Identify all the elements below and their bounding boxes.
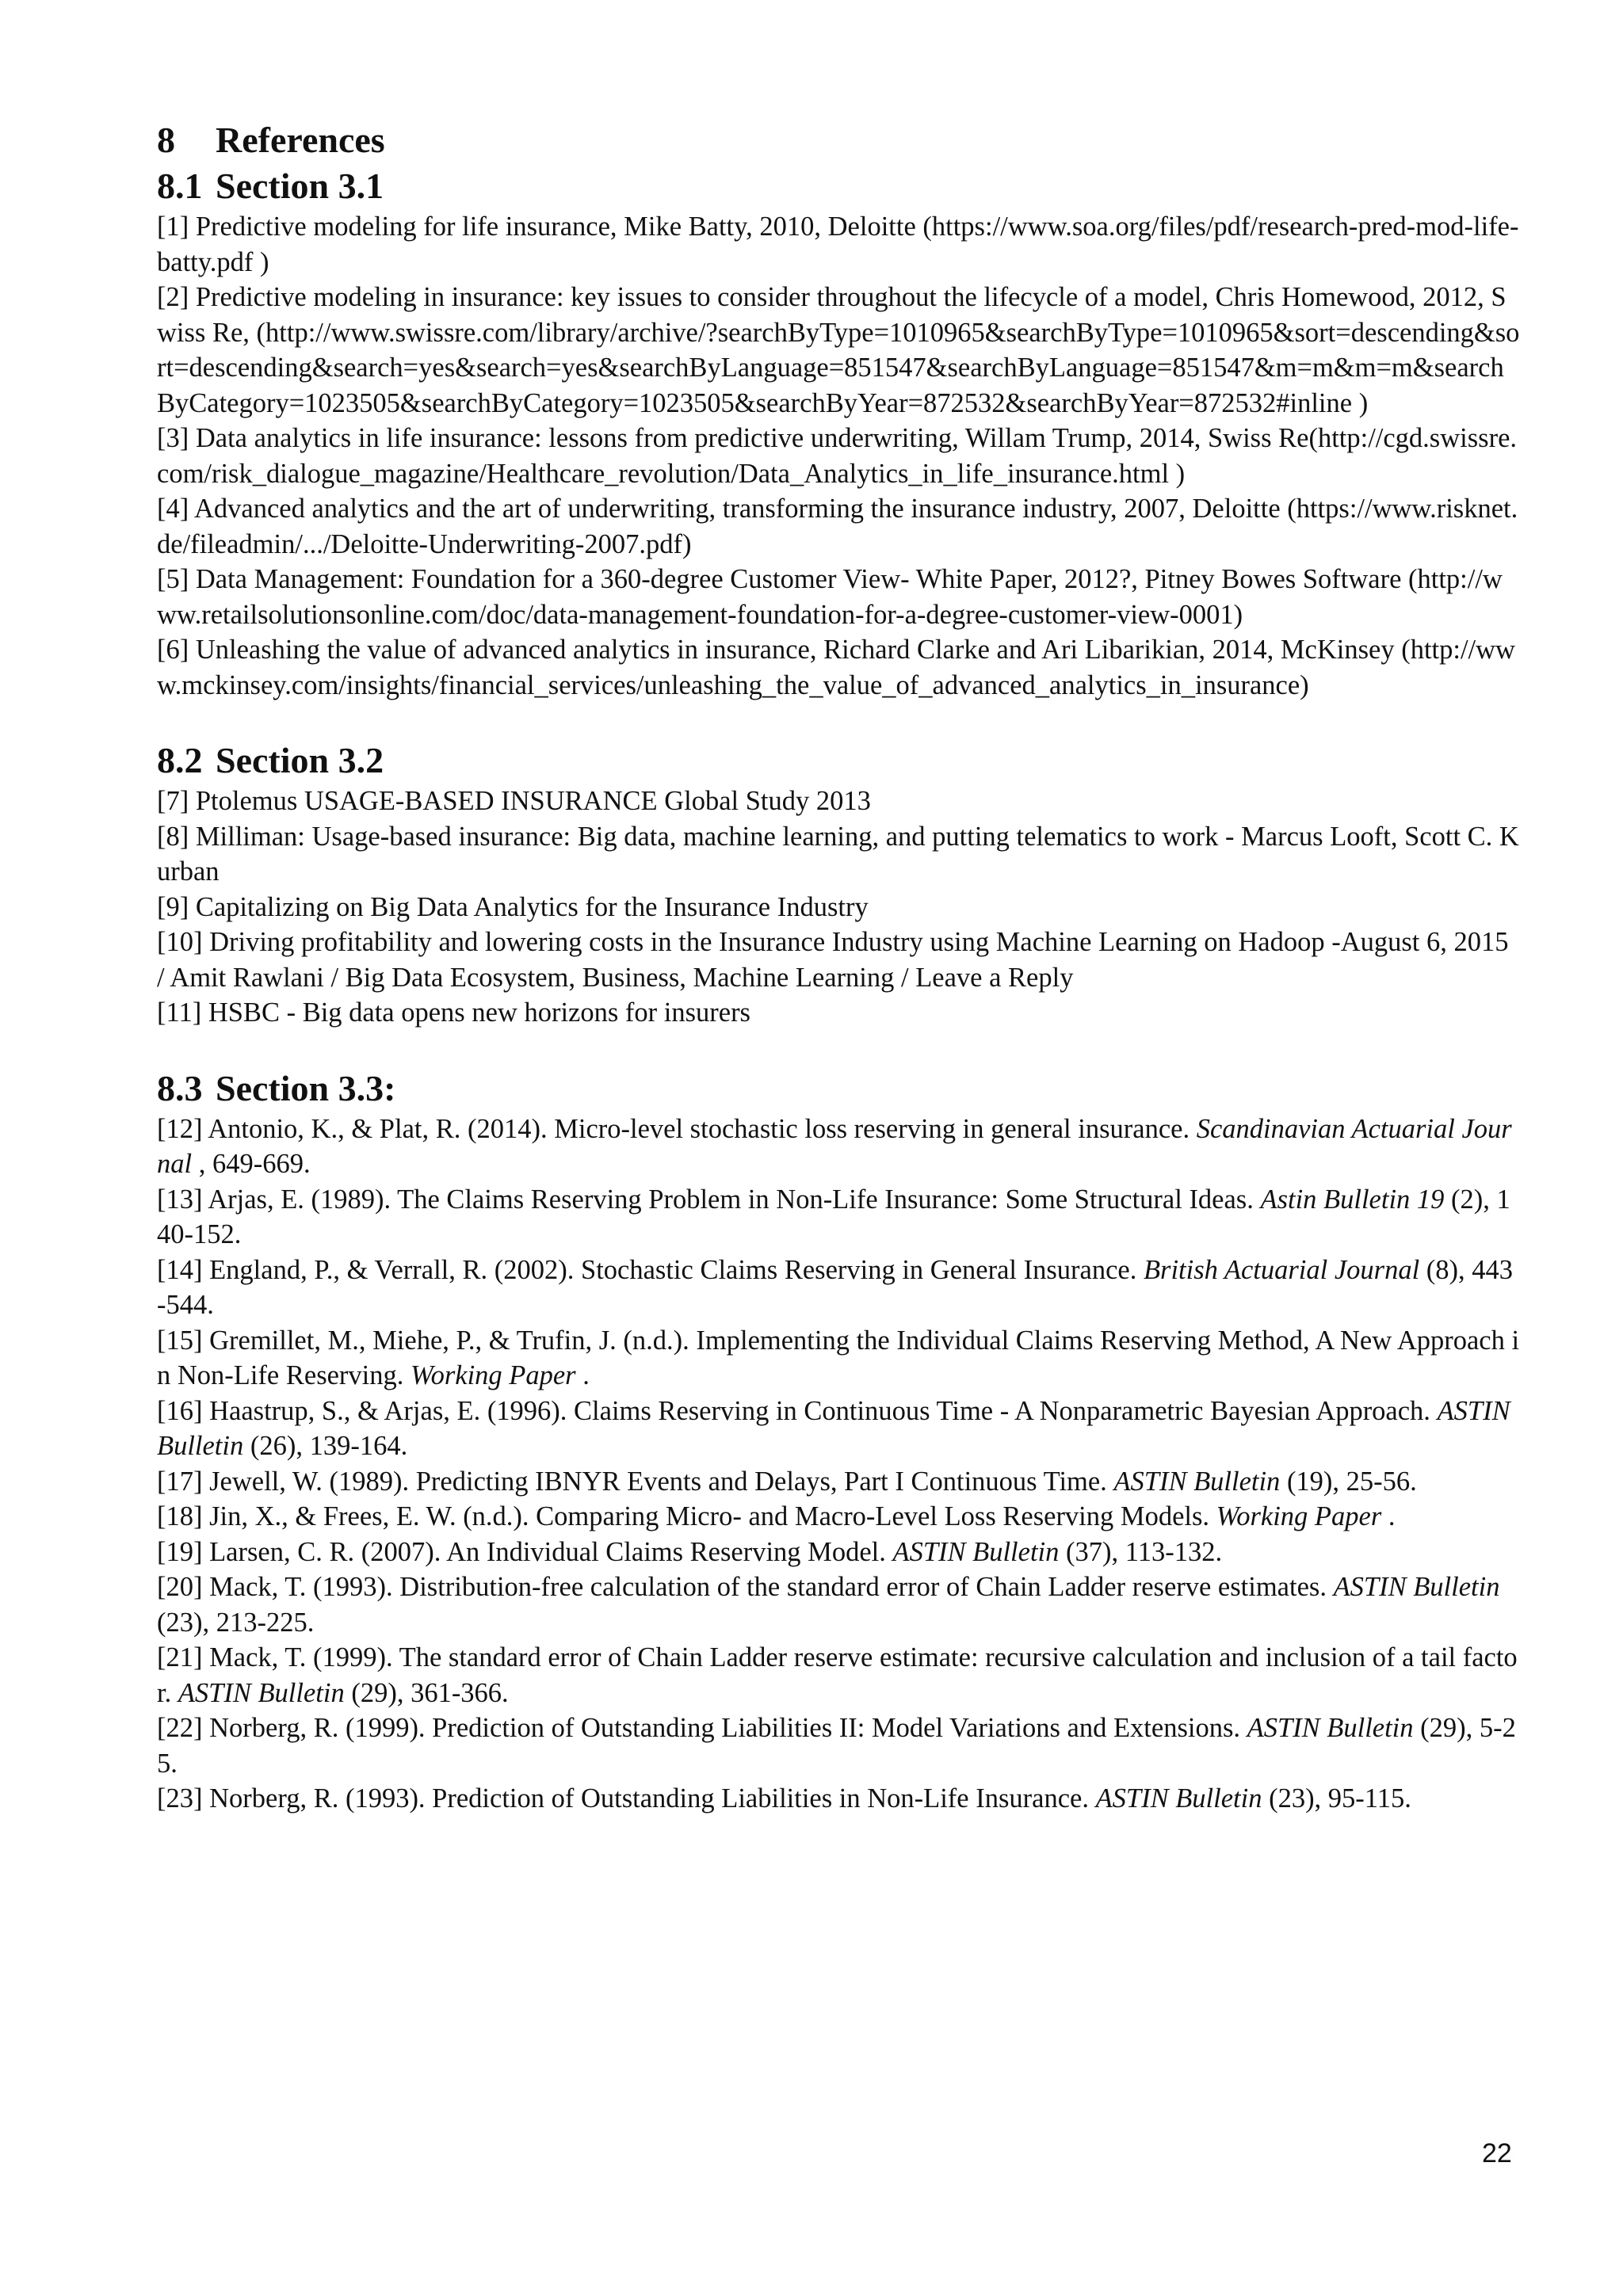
reference-1: [1] Predictive modeling for life insurance, Mike Batty, 2010, Deloitte (https://www.soa.org/files/pdf/research-pred-mod-life-batty.pdf ): [157, 212, 1519, 277]
reference-18: [18] Jin, X., & Frees, E. W. (n.d.). Comparing Micro- and Macro-Level Loss Reserving Models. Working Paper .: [157, 1501, 1396, 1531]
section-heading-8-2: [157, 738, 1520, 784]
journal-title: ASTIN Bulletin: [178, 1677, 345, 1708]
journal-title: ASTIN Bulletin: [1247, 1713, 1414, 1743]
reference-7: [7] Ptolemus USAGE-BASED INSURANCE Global Study 2013: [157, 786, 871, 816]
reference-19: [19] Larsen, C. R. (2007). An Individual Claims Reserving Model. ASTIN Bulletin (37), 113-132.: [157, 1536, 1223, 1567]
reference-10: [10] Driving profitability and lowering costs in the Insurance Industry using Machine Learning on Hadoop -August 6, 2015 / Amit Rawlani / Big Data Ecosystem, Business, Machine Learning / Leave a Reply: [157, 927, 1509, 993]
reference-5: [5] Data Management: Foundation for a 360-degree Customer View- White Paper, 2012?, Pitney Bowes Software (http://www.retailsolutionsonline.com/doc/data-management-foundation-for-a-degree-customer-view-0001): [157, 564, 1503, 630]
journal-title: Astin Bulletin 19: [1260, 1184, 1445, 1215]
reference-12: [12] Antonio, K., & Plat, R. (2014). Micro-level stochastic loss reserving in general insurance. Scandinavian Actuarial Journal , 649-669.: [157, 1113, 1512, 1179]
reference-15: [15] Gremillet, M., Miehe, P., & Trufin, J. (n.d.). Implementing the Individual Claims Reserving Method, A New Approach in Non-Life Reserving. Working Paper .: [157, 1325, 1520, 1390]
section-heading-8-3: [157, 1066, 1520, 1112]
journal-title: ASTIN Bulletin: [157, 1395, 1510, 1461]
reference-8: [8] Milliman: Usage-based insurance: Big data, machine learning, and putting telematics to work - Marcus Looft, Scott C. Kurban: [157, 821, 1519, 887]
journal-title: Working Paper: [1216, 1501, 1382, 1531]
reference-23: [23] Norberg, R. (1993). Prediction of Outstanding Liabilities in Non-Life Insurance. ASTIN Bulletin (23), 95-115.: [157, 1783, 1411, 1814]
journal-title: ASTIN Bulletin: [1095, 1783, 1262, 1814]
section-number: 8.3: [157, 1067, 203, 1108]
reference-14: [14] England, P., & Verrall, R. (2002). Stochastic Claims Reserving in General Insurance. British Actuarial Journal (8), 443-544.: [157, 1254, 1514, 1320]
journal-title: British Actuarial Journal: [1143, 1254, 1420, 1285]
reference-22: [22] Norberg, R. (1999). Prediction of Outstanding Liabilities II: Model Variations and Extensions. ASTIN Bulletin (29), 5-25.: [157, 1713, 1516, 1779]
reference-6: [6] Unleashing the value of advanced analytics in insurance, Richard Clarke and Ari Libarikian, 2014, McKinsey (http://www.mckinsey.com/insights/financial_services/unleashing_the_value_of_advanced_analytics_in_insurance): [157, 635, 1515, 700]
page-number: 22: [1482, 2138, 1512, 2168]
section-number: 8.2: [157, 740, 203, 780]
references-heading: [157, 117, 1520, 163]
section-title: Section 3.2: [216, 740, 384, 780]
journal-title: ASTIN Bulletin: [892, 1536, 1060, 1567]
heading-title: References: [216, 120, 385, 160]
references-page: [157, 117, 1520, 1817]
reference-4: [4] Advanced analytics and the art of underwriting, transforming the insurance industry, 2007, Deloitte (https://www.risknet.de/fileadmin/.../Deloitte-Underwriting-2007.pdf): [157, 494, 1518, 559]
reference-11: [11] HSBC - Big data opens new horizons for insurers: [157, 997, 750, 1028]
section-number: 8.1: [157, 166, 203, 206]
journal-title: Working Paper: [411, 1360, 576, 1390]
reference-20: [20] Mack, T. (1993). Distribution-free calculation of the standard error of Chain Ladder reserve estimates. ASTIN Bulletin (23), 213-225.: [157, 1572, 1500, 1638]
reference-2: [2] Predictive modeling in insurance: key issues to consider throughout the lifecycle of a model, Chris Homewood, 2012, Swiss Re, (http://www.swissre.com/library/archive/?searchByType=1010965&searchByType=1010965&sort=descending&sort=descending&search=yes&search=yes&searchByLanguage=851547&searchByLanguage=851547&m=m&m=m&searchByCategory=1023505&searchByCategory=1023505&searchByYear=872532&searchByYear=872532#inline ): [157, 282, 1520, 418]
journal-title: ASTIN Bulletin: [1333, 1572, 1500, 1602]
reference-21: [21] Mack, T. (1999). The standard error of Chain Ladder reserve estimate: recursive calculation and inclusion of a tail factor. ASTIN Bulletin (29), 361-366.: [157, 1642, 1518, 1708]
reference-17: [17] Jewell, W. (1989). Predicting IBNYR Events and Delays, Part I Continuous Time. ASTIN Bulletin (19), 25-56.: [157, 1466, 1417, 1497]
reference-16: [16] Haastrup, S., & Arjas, E. (1996). Claims Reserving in Continuous Time - A Nonparametric Bayesian Approach. ASTIN Bulletin (26), 139-164.: [157, 1395, 1510, 1461]
section-title: Section 3.3:: [216, 1067, 396, 1108]
journal-title: Scandinavian Actuarial Journal: [157, 1113, 1512, 1179]
section-heading-8-1: [157, 163, 1520, 209]
heading-number: 8: [157, 120, 175, 160]
reference-3: [3] Data analytics in life insurance: lessons from predictive underwriting, Willam Trump, 2014, Swiss Re(http://cgd.swissre.com/risk_dialogue_magazine/Healthcare_revolution/Data_Analytics_in_life_insurance.html ): [157, 423, 1518, 489]
section-title: Section 3.1: [216, 166, 384, 206]
reference-9: [9] Capitalizing on Big Data Analytics for the Insurance Industry: [157, 891, 869, 922]
reference-13: [13] Arjas, E. (1989). The Claims Reserving Problem in Non-Life Insurance: Some Structural Ideas. Astin Bulletin 19 (2), 140-152.: [157, 1184, 1510, 1249]
journal-title: ASTIN Bulletin: [1113, 1466, 1281, 1497]
